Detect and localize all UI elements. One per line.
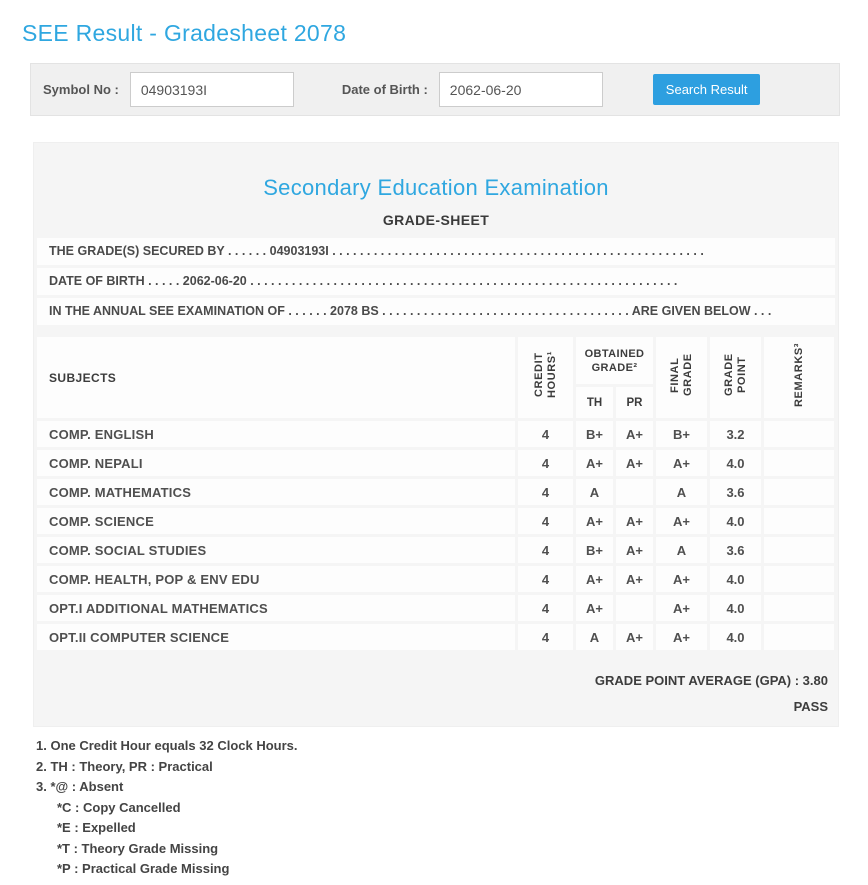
th-grade-cell: A+	[576, 450, 613, 476]
final-grade-rotated-label: FINAL GRADE	[668, 353, 694, 397]
final-grade-cell: A	[656, 537, 707, 563]
pr-grade-cell: A+	[616, 537, 653, 563]
credit-hours-cell: 4	[518, 479, 573, 505]
page-title: SEE Result - Gradesheet 2078	[22, 20, 347, 46]
pr-grade-cell	[616, 595, 653, 621]
sheet-title: GRADE-SHEET	[382, 212, 490, 228]
pr-grade-cell: A+	[616, 421, 653, 447]
search-bar	[30, 63, 840, 116]
remarks-cell	[764, 479, 834, 505]
remarks-cell	[764, 537, 834, 563]
th-grade-cell: A	[576, 479, 613, 505]
grade-point-cell: 4.0	[710, 508, 761, 534]
credit-hours-cell: 4	[518, 595, 573, 621]
table-row	[37, 479, 834, 505]
subject-cell: COMP. MATHEMATICS	[37, 479, 515, 505]
footnote-line: *T : Theory Grade Missing	[57, 840, 219, 856]
remarks-cell	[764, 450, 834, 476]
grade-point-cell: 4.0	[710, 450, 761, 476]
table-row	[37, 624, 834, 650]
credit-hours-cell: 4	[518, 566, 573, 592]
remarks-cell	[764, 421, 834, 447]
column-header-final-grade	[656, 337, 707, 418]
th-grade-cell: A+	[576, 566, 613, 592]
column-header-remarks	[764, 337, 834, 418]
footnote-line: *P : Practical Grade Missing	[57, 861, 230, 876]
subject-cell: OPT.I ADDITIONAL MATHEMATICS	[37, 595, 515, 621]
final-grade-cell: A	[656, 479, 707, 505]
search-result-button[interactable]: Search Result	[653, 74, 761, 105]
column-header-grade-point	[710, 337, 761, 418]
pr-grade-cell	[616, 479, 653, 505]
result-status: PASS	[793, 699, 828, 714]
info-rows	[37, 238, 835, 325]
gradesheet-card	[33, 142, 839, 727]
column-header-th: TH	[576, 387, 613, 418]
column-header-obtained-grade: OBTAINED GRADE²	[576, 337, 653, 384]
credit-hours-cell: 4	[518, 537, 573, 563]
table-row	[37, 508, 834, 534]
footnote-line: *E : Expelled	[57, 820, 136, 835]
subject-cell: COMP. SOCIAL STUDIES	[37, 537, 515, 563]
column-header-pr: PR	[616, 387, 653, 418]
exam-title: Secondary Education Examination	[263, 175, 609, 200]
grade-point-cell: 3.6	[710, 537, 761, 563]
footnote-line: *C : Copy Cancelled	[57, 799, 181, 815]
th-grade-cell: A+	[576, 595, 613, 621]
table-row	[37, 595, 834, 621]
info-line-date-of-birth: DATE OF BIRTH . . . . . 2062-06-20 . . . . . . . . . . . . . . . . . . . . . . . . . . . . . . . . . . . . . . . . . . . . . . . . . . . . . . . . . . . . . .	[37, 268, 835, 295]
grades-table	[34, 334, 837, 653]
subject-cell: COMP. ENGLISH	[37, 421, 515, 447]
remarks-cell	[764, 595, 834, 621]
final-grade-cell: A+	[656, 624, 707, 650]
credit-hours-cell: 4	[518, 421, 573, 447]
info-line-secured-by: THE GRADE(S) SECURED BY . . . . . . 04903193I . . . . . . . . . . . . . . . . . . . . . . . . . . . . . . . . . . . . . . . . . . . . . . . . . . . . . .	[37, 238, 835, 265]
final-grade-cell: B+	[656, 421, 707, 447]
grade-point-rotated-label: GRADE POINT	[722, 353, 748, 397]
subject-cell: COMP. HEALTH, POP & ENV EDU	[37, 566, 515, 592]
column-header-subjects: SUBJECTS	[37, 337, 515, 418]
footnotes	[36, 736, 868, 880]
final-grade-cell: A+	[656, 508, 707, 534]
remarks-cell	[764, 566, 834, 592]
pr-grade-cell: A+	[616, 566, 653, 592]
column-header-credit-hours	[518, 337, 573, 418]
subject-cell: COMP. NEPALI	[37, 450, 515, 476]
credit-hours-rotated-label: CREDIT HOURS¹	[532, 351, 558, 399]
symbol-no-label: Symbol No :	[43, 82, 119, 97]
remarks-rotated-label: REMARKS³	[792, 342, 805, 408]
pr-grade-cell: A+	[616, 624, 653, 650]
credit-hours-cell: 4	[518, 508, 573, 534]
subject-cell: OPT.II COMPUTER SCIENCE	[37, 624, 515, 650]
gpa-line: GRADE POINT AVERAGE (GPA) : 3.80	[594, 673, 828, 688]
table-row	[37, 537, 834, 563]
pr-grade-cell: A+	[616, 508, 653, 534]
th-grade-cell: B+	[576, 421, 613, 447]
grade-point-cell: 4.0	[710, 595, 761, 621]
table-row	[37, 566, 834, 592]
date-of-birth-label: Date of Birth :	[341, 82, 428, 97]
footnote-line: 2. TH : Theory, PR : Practical	[36, 758, 213, 774]
table-row	[37, 450, 834, 476]
footnote-line: 3. *@ : Absent	[36, 779, 124, 794]
subject-cell: COMP. SCIENCE	[37, 508, 515, 534]
th-grade-cell: A+	[576, 508, 613, 534]
credit-hours-cell: 4	[518, 450, 573, 476]
footnote-line: 1. One Credit Hour equals 32 Clock Hours.	[36, 738, 298, 753]
remarks-cell	[764, 624, 834, 650]
th-grade-cell: A	[576, 624, 613, 650]
grade-point-cell: 4.0	[710, 624, 761, 650]
final-grade-cell: A+	[656, 595, 707, 621]
remarks-cell	[764, 508, 834, 534]
th-grade-cell: B+	[576, 537, 613, 563]
symbol-no-input[interactable]	[130, 72, 294, 107]
final-grade-cell: A+	[656, 566, 707, 592]
grade-point-cell: 3.2	[710, 421, 761, 447]
info-line-examination-of: IN THE ANNUAL SEE EXAMINATION OF . . . . . . 2078 BS . . . . . . . . . . . . . . . . . . . . . . . . . . . . . . . . . . . . ARE GIVEN BELOW . . .	[37, 298, 835, 325]
grade-point-cell: 3.6	[710, 479, 761, 505]
table-row	[37, 421, 834, 447]
final-grade-cell: A+	[656, 450, 707, 476]
grade-point-cell: 4.0	[710, 566, 761, 592]
credit-hours-cell: 4	[518, 624, 573, 650]
date-of-birth-input[interactable]	[439, 72, 603, 107]
pr-grade-cell: A+	[616, 450, 653, 476]
table-header-row	[37, 337, 834, 384]
